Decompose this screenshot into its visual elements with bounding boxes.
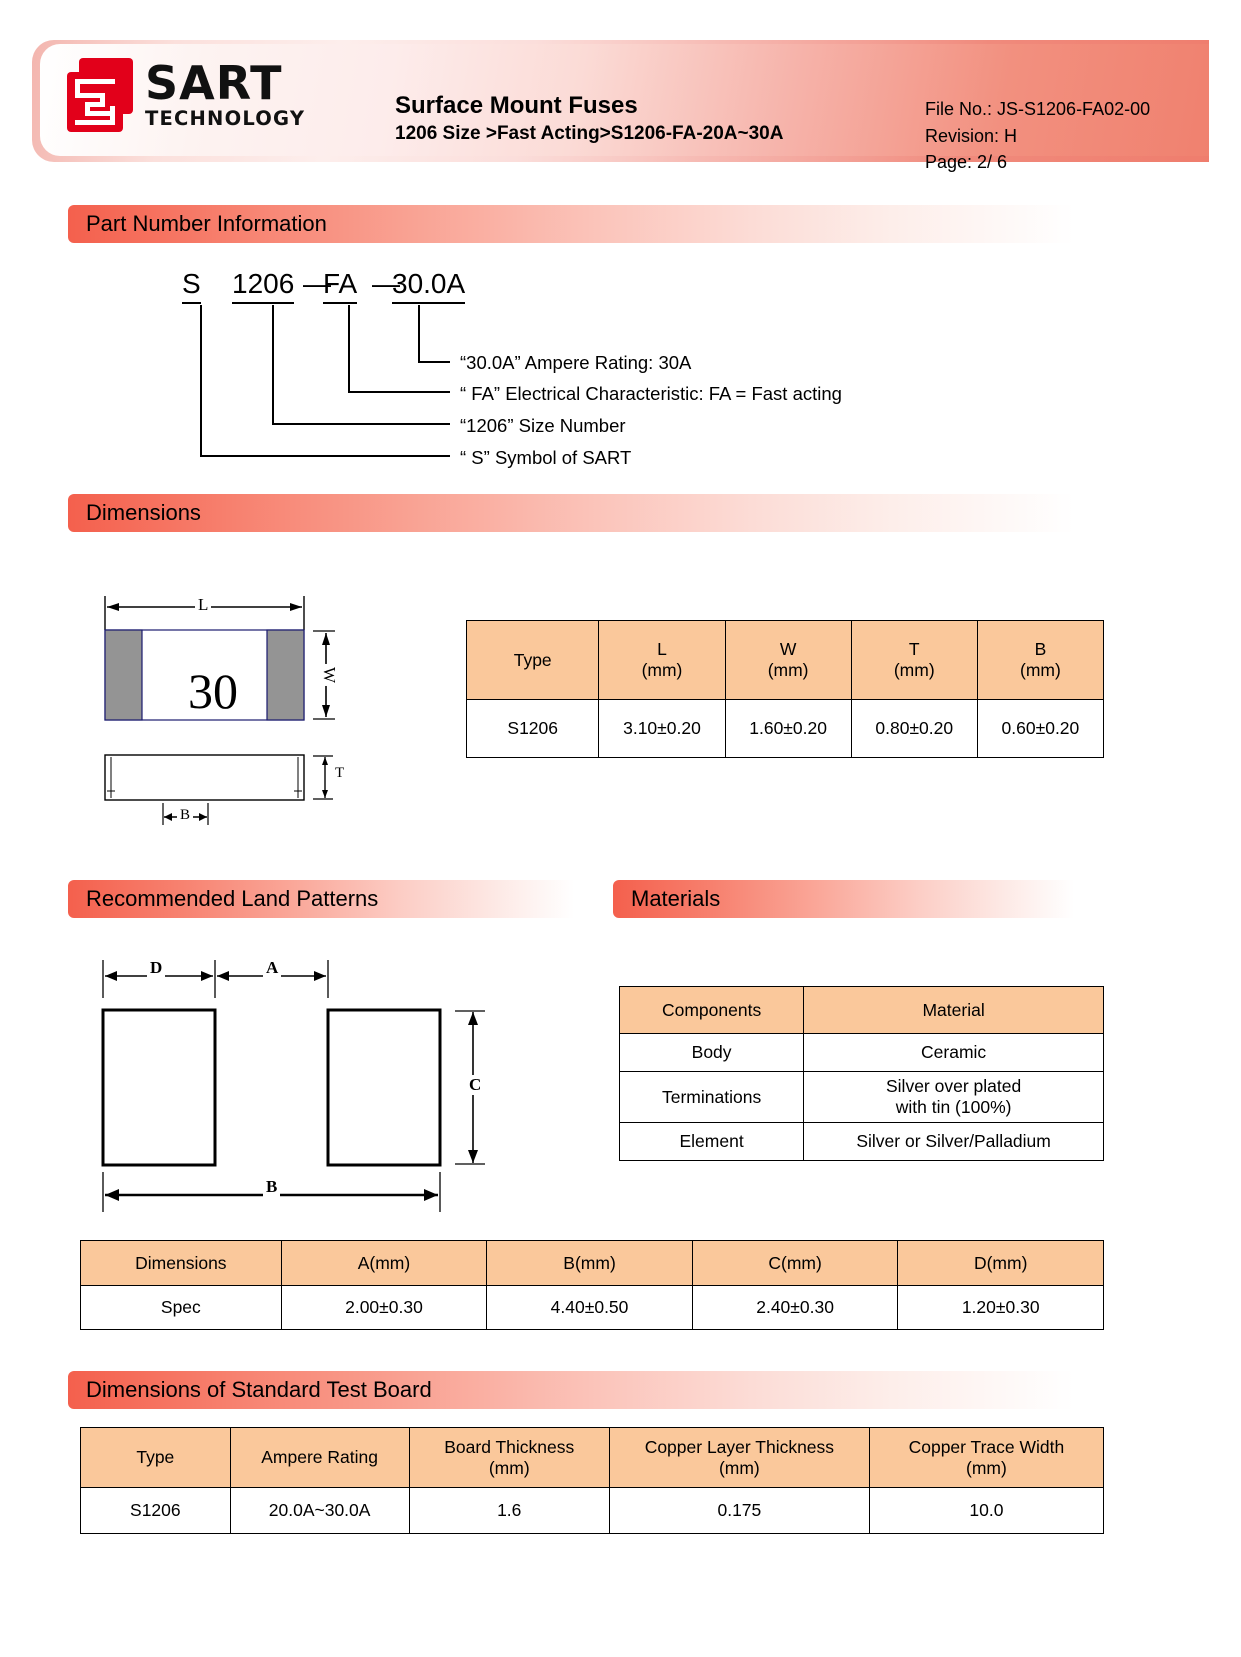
dim-label-B: B — [177, 807, 193, 824]
cell-component-body: Body — [620, 1034, 804, 1072]
col-header-t: T (mm) — [851, 621, 977, 700]
section-header-part-number — [68, 205, 1074, 243]
col-header-copper-trace-width: Copper Trace Width (mm) — [869, 1428, 1103, 1488]
land-label-D: D — [147, 958, 165, 978]
cell-board-thickness: 1.6 — [409, 1488, 609, 1534]
cell-b: 0.60±0.20 — [977, 700, 1103, 758]
col-header-l: L (mm) — [599, 621, 725, 700]
document-title-block — [395, 92, 783, 146]
cell-copper-trace-width: 10.0 — [869, 1488, 1103, 1534]
document-meta — [925, 96, 1150, 176]
pn-segment-size: 1206 — [232, 268, 294, 304]
sart-logo-icon — [67, 58, 137, 132]
col-header-material: Material — [804, 987, 1104, 1034]
col-header-b: B (mm) — [977, 621, 1103, 700]
cell-b: 4.40±0.50 — [487, 1286, 693, 1330]
leader-line-char-v — [348, 305, 350, 393]
fuse-dimension-drawing — [85, 585, 375, 845]
table-row — [620, 1123, 1104, 1161]
leader-line-symbol-v — [200, 305, 202, 457]
cell-ampere-rating: 20.0A~30.0A — [230, 1488, 409, 1534]
land-dimensions-table — [80, 1240, 1104, 1330]
col-header-a: A(mm) — [281, 1241, 487, 1286]
land-pattern-drawing — [85, 950, 515, 1220]
section-title-test-board: Dimensions of Standard Test Board — [86, 1377, 432, 1402]
pn-segment-characteristic: FA — [323, 268, 357, 304]
cell-d: 1.20±0.30 — [898, 1286, 1104, 1330]
col-header-ampere-rating: Ampere Rating — [230, 1428, 409, 1488]
col-header-b: B(mm) — [487, 1241, 693, 1286]
table-header-row — [467, 621, 1104, 700]
company-logo — [67, 56, 347, 138]
section-title-materials: Materials — [631, 886, 721, 911]
cell-c: 2.40±0.30 — [692, 1286, 898, 1330]
cell-material-terminations: Silver over plated with tin (100%) — [804, 1072, 1104, 1123]
pn-segment-ampere: 30.0A — [392, 268, 465, 304]
leader-line-symbol-h — [200, 455, 450, 457]
pn-dash-1: — — [303, 268, 331, 299]
cell-a: 2.00±0.30 — [281, 1286, 487, 1330]
leader-line-ampere-v — [418, 305, 420, 363]
dim-label-W: W — [319, 664, 339, 686]
col-header-w: W (mm) — [725, 621, 851, 700]
section-title-land-patterns: Recommended Land Patterns — [86, 886, 379, 911]
dim-label-L: L — [195, 595, 211, 615]
table-row — [467, 700, 1104, 758]
dim-label-T: T — [332, 765, 347, 782]
table-row — [81, 1488, 1104, 1534]
col-header-board-thickness: Board Thickness (mm) — [409, 1428, 609, 1488]
col-header-type: Type — [81, 1428, 231, 1488]
leader-line-size-h — [272, 423, 450, 425]
cell-type: S1206 — [467, 700, 599, 758]
table-row — [81, 1286, 1104, 1330]
cell-l: 3.10±0.20 — [599, 700, 725, 758]
land-label-B: B — [263, 1177, 280, 1197]
cell-material-body: Ceramic — [804, 1034, 1104, 1072]
test-board-table — [80, 1427, 1104, 1534]
pn-legend-characteristic: “ FA” Electrical Characteristic: FA = Fast acting — [460, 383, 842, 404]
table-row — [620, 1072, 1104, 1123]
section-header-land-patterns — [68, 880, 574, 918]
logo-tagline: TECHNOLOGY — [145, 107, 306, 130]
section-header-test-board — [68, 1371, 1074, 1409]
page-number: Page: 2/ 6 — [925, 152, 1008, 172]
section-title-part-number: Part Number Information — [86, 211, 327, 236]
page-subtitle: 1206 Size >Fast Acting>S1206-FA-20A~30A — [395, 123, 784, 144]
col-header-copper-layer-thickness: Copper Layer Thickness (mm) — [609, 1428, 869, 1488]
table-header-row — [81, 1241, 1104, 1286]
pn-dash-2: — — [372, 268, 400, 299]
cell-w: 1.60±0.20 — [725, 700, 851, 758]
section-title-dimensions: Dimensions — [86, 500, 201, 525]
cell-t: 0.80±0.20 — [851, 700, 977, 758]
col-header-dimensions: Dimensions — [81, 1241, 282, 1286]
page-title: Surface Mount Fuses — [395, 92, 638, 119]
col-header-d: D(mm) — [898, 1241, 1104, 1286]
page-header — [32, 40, 1209, 172]
col-header-type: Type — [467, 621, 599, 700]
table-header-row — [81, 1428, 1104, 1488]
land-label-A: A — [263, 958, 281, 978]
pn-legend-ampere: “30.0A” Ampere Rating: 30A — [460, 352, 692, 373]
section-header-materials — [613, 880, 1074, 918]
pn-legend-symbol: “ S” Symbol of SART — [460, 447, 632, 468]
cell-component-element: Element — [620, 1123, 804, 1161]
section-header-dimensions — [68, 494, 1074, 532]
pn-segment-symbol: S — [182, 268, 201, 304]
revision: Revision: H — [925, 125, 1018, 146]
dimensions-table — [466, 620, 1104, 758]
col-header-c: C(mm) — [692, 1241, 898, 1286]
col-header-components: Components — [620, 987, 804, 1034]
pn-legend-size: “1206” Size Number — [460, 415, 626, 436]
cell-spec: Spec — [81, 1286, 282, 1330]
leader-line-ampere-h — [418, 361, 450, 363]
cell-component-terminations: Terminations — [620, 1072, 804, 1123]
table-header-row — [620, 987, 1104, 1034]
leader-line-size-v — [272, 305, 274, 425]
cell-type: S1206 — [81, 1488, 231, 1534]
fuse-marking: 30 — [188, 663, 238, 719]
cell-copper-layer-thickness: 0.175 — [609, 1488, 869, 1534]
cell-material-element: Silver or Silver/Palladium — [804, 1123, 1104, 1161]
table-row — [620, 1034, 1104, 1072]
land-label-C: C — [466, 1075, 484, 1095]
materials-table — [619, 986, 1104, 1161]
logo-wordmark: SART — [145, 56, 283, 110]
file-number: File No.: JS-S1206-FA02-00 — [925, 99, 1151, 119]
leader-line-char-h — [348, 391, 450, 393]
